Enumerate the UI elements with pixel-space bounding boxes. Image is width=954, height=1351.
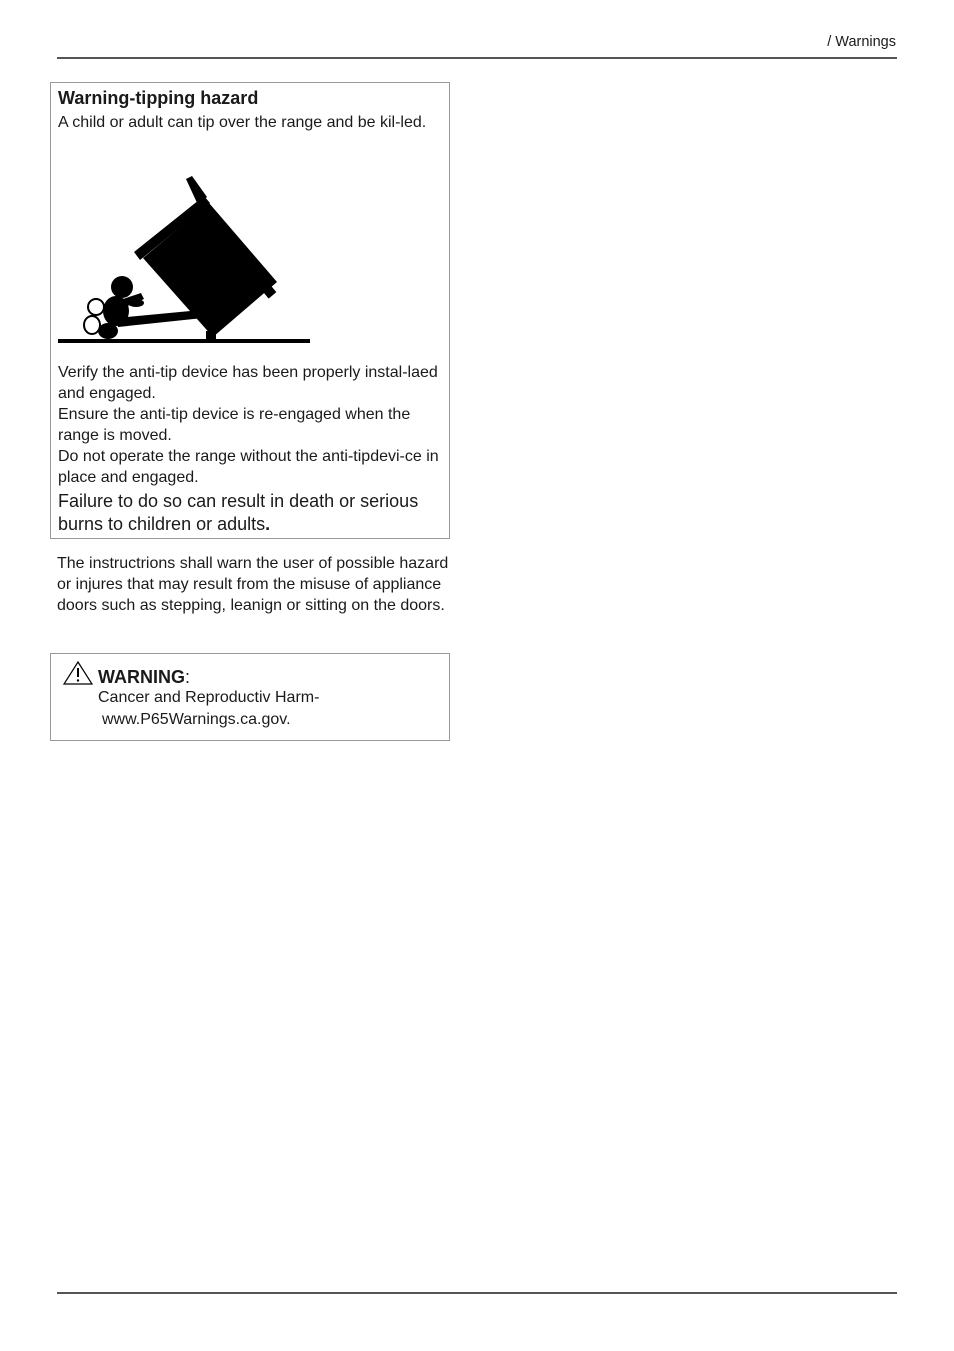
consequence-statement [58,490,446,536]
child-leg [84,316,100,334]
warning-triangle-icon [62,660,94,686]
child-knee [88,299,104,315]
p65-warning-box [50,653,450,741]
tipping-hazard-title: Warning-tipping hazard [58,88,259,108]
tipping-range-illustration [58,175,313,345]
consequence-period: . [265,514,271,534]
instruction-do-not-operate: Do not operate the range without the anti-tipdevi-ce in place and engaged. [58,448,439,486]
instruction-verify: Verify the anti-tip device has been properly instal-laed and engaged. [58,364,438,402]
tipping-hazard-box [50,82,450,539]
instruction-ensure: Ensure the anti-tip device is re-engaged when the range is moved. [58,406,411,444]
child-arm-2 [128,299,144,307]
footer-rule [57,1292,897,1294]
range-foot-front [206,331,216,341]
section-header: / Warnings [827,34,896,50]
oven-door [116,310,203,327]
p65-warning-url: www.P65Warnings.ca.gov. [102,711,291,728]
consequence-text: Failure to do so can result in death or serious burns to children or adults [58,491,419,534]
p65-warning-colon: : [185,667,191,687]
child-head [111,276,133,298]
p65-warning-text: Cancer and Reproductiv Harm- [98,689,320,706]
tipping-hazard-intro: A child or adult can tip over the range and be kil-led. [58,114,427,131]
header-rule [57,57,897,59]
anti-tip-instructions [58,362,446,536]
door-misuse-note: The instructrions shall warn the user of possible hazard or injures that may result from the misuse of appliance doors such as stepping, leanign or sitting on the doors. [57,555,449,614]
child-foot [98,323,118,339]
p65-warning-label: WARNING [98,667,185,687]
p65-warning-heading [98,667,190,688]
